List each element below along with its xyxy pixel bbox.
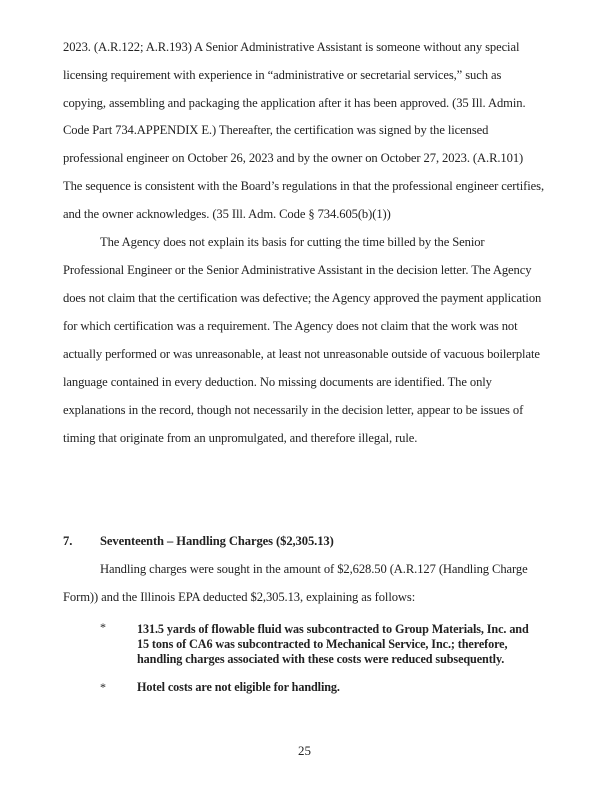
page-number: 25 (298, 743, 311, 758)
text-line: Form)) and the Illinois EPA deducted $2,305.13, explaining as follows: (63, 590, 416, 604)
text-line: 131.5 yards of flowable fluid was subcontracted to Group Materials, Inc. and (137, 622, 529, 636)
text-line: timing that originate from an unpromulgated, and therefore illegal, rule. (63, 431, 418, 445)
text-line: handling charges associated with these costs were reduced subsequently. (137, 652, 505, 666)
text-line: The Agency does not explain its basis for cutting the time billed by the Senior (100, 235, 485, 249)
text-line: 15 tons of CA6 was subcontracted to Mechanical Service, Inc.; therefore, (137, 637, 508, 651)
text-line: The sequence is consistent with the Board’s regulations in that the professional engineer certifies, (63, 179, 545, 193)
text-line: actually performed or was unreasonable, at least not unreasonable outside of vacuous boilerplate (63, 347, 540, 361)
text-line: does not claim that the certification was defective; the Agency approved the payment application (63, 291, 542, 305)
text-line: copying, assembling and packaging the application after it has been approved. (35 Ill. Admin. (63, 96, 526, 110)
text-line: for which certification was a requirement. The Agency does not claim that the work was not (63, 319, 518, 333)
text-line: Handling charges were sought in the amount of $2,628.50 (A.R.127 (Handling Charge (100, 562, 528, 576)
bullet-marker: * (100, 620, 106, 634)
text-line: language contained in every deduction. No missing documents are identified. The only (63, 375, 492, 389)
text-line: Professional Engineer or the Senior Administrative Assistant in the decision letter. The Agency (63, 263, 532, 277)
text-line: Code Part 734.APPENDIX E.) Thereafter, the certification was signed by the licensed (63, 123, 489, 137)
bullet-marker: * (100, 680, 106, 694)
text-line: Hotel costs are not eligible for handling. (137, 680, 340, 694)
text-line: professional engineer on October 26, 2023 and by the owner on October 27, 2023. (A.R.101) (63, 151, 524, 165)
text-line: explanations in the record, though not necessarily in the decision letter, appear to be issues of (63, 403, 524, 417)
text-line: and the owner acknowledges. (35 Ill. Adm. Code § 734.605(b)(1)) (63, 207, 391, 221)
text-line: licensing requirement with experience in “administrative or secretarial services,” such as (63, 68, 502, 82)
section-title: Seventeenth – Handling Charges ($2,305.13) (100, 534, 334, 548)
text-line: 2023. (A.R.122; A.R.193) A Senior Administrative Assistant is someone without any special (63, 40, 520, 54)
section-number: 7. (63, 534, 73, 548)
